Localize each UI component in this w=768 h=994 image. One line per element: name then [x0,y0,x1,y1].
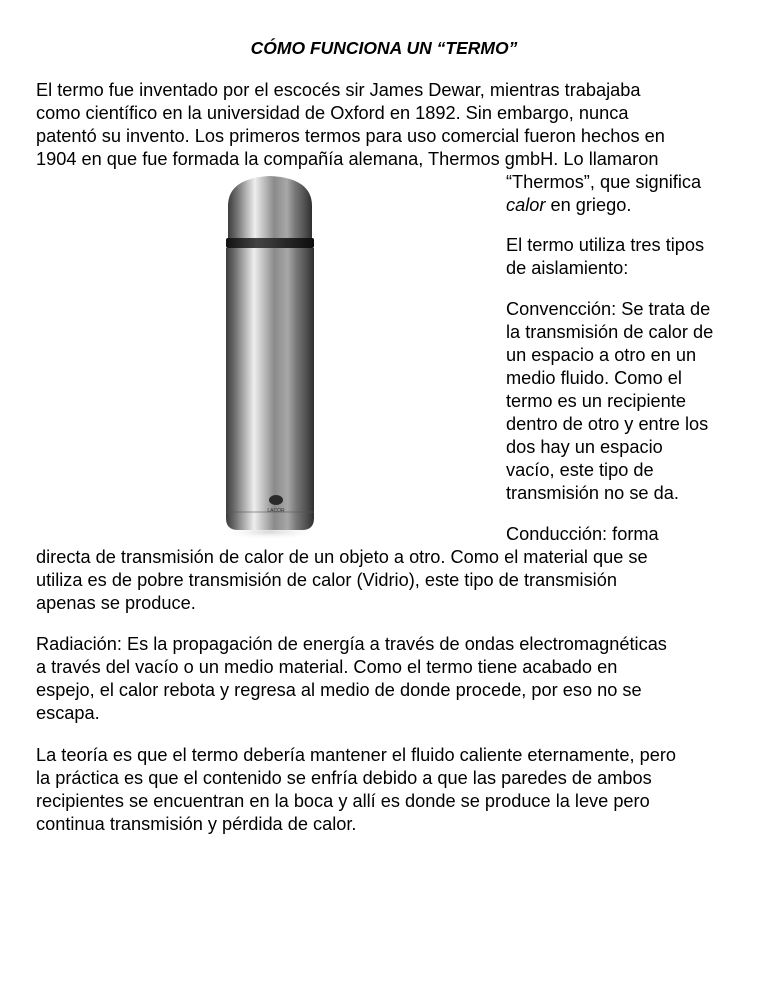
insulation-line: de aislamiento: [506,258,629,278]
radiation-line: a través del vacío o un medio material. Como el termo tiene acabado en [36,657,618,677]
calor-rest: en griego. [545,195,632,215]
convection-line: vacío, este tipo de [506,460,654,480]
side-line-calor [506,194,631,217]
radiation-line: Radiación: Es la propagación de energía a través de ondas electromagnéticas [36,634,667,654]
conduction-line: directa de transmisión de calor de un objeto a otro. Como el material que se [36,547,648,567]
insulation-line: El termo utiliza tres tipos [506,235,705,255]
calor-word: calor [506,195,546,215]
conduction-line: utiliza es de pobre transmisión de calor (Vidrio), este tipo de transmisión [36,570,617,590]
convection-line: transmisión no se da. [506,483,679,503]
conduction-line: apenas se produce. [36,593,196,613]
convection-line: medio fluido. Como el [506,368,682,388]
side-line: “Thermos”, que significa [506,172,702,192]
convection-line: termo es un recipiente [506,391,686,411]
document-title: CÓMO FUNCIONA UN “TERMO” [250,38,518,58]
convection-line: la transmisión de calor de [506,322,714,342]
convection-line: Convencción: Se trata de [506,299,711,319]
theory-line: continua transmisión y pérdida de calor. [36,814,357,834]
theory-line: La teoría es que el termo debería mantener el fluido caliente eternamente, pero [36,745,676,765]
convection-line: dos hay un espacio [506,437,663,457]
radiation-line: escapa. [36,703,100,723]
thermos-logo-text: LACOR [267,508,285,514]
convection-line: un espacio a otro en un [506,345,697,365]
thermos-image [218,172,322,542]
convection-line: dentro de otro y entre los [506,414,709,434]
thermos-logo-icon [269,495,283,505]
theory-line: la práctica es que el contenido se enfría debido a que las paredes de ambos [36,768,652,788]
intro-line: como científico en la universidad de Oxford en 1892. Sin embargo, nunca [36,103,629,123]
conduction-start: Conducción: forma [506,524,659,544]
intro-line: El termo fue inventado por el escocés sir James Dewar, mientras trabajaba [36,80,641,100]
thermos-band [226,238,314,248]
intro-line: 1904 en que fue formada la compañía alemana, Thermos gmbH. Lo llamaron [36,149,659,169]
theory-line: recipientes se encuentran en la boca y allí es donde se produce la leve pero [36,791,650,811]
radiation-line: espejo, el calor rebota y regresa al medio de donde procede, por eso no se [36,680,642,700]
intro-line: patentó su invento. Los primeros termos para uso comercial fueron hechos en [36,126,665,146]
